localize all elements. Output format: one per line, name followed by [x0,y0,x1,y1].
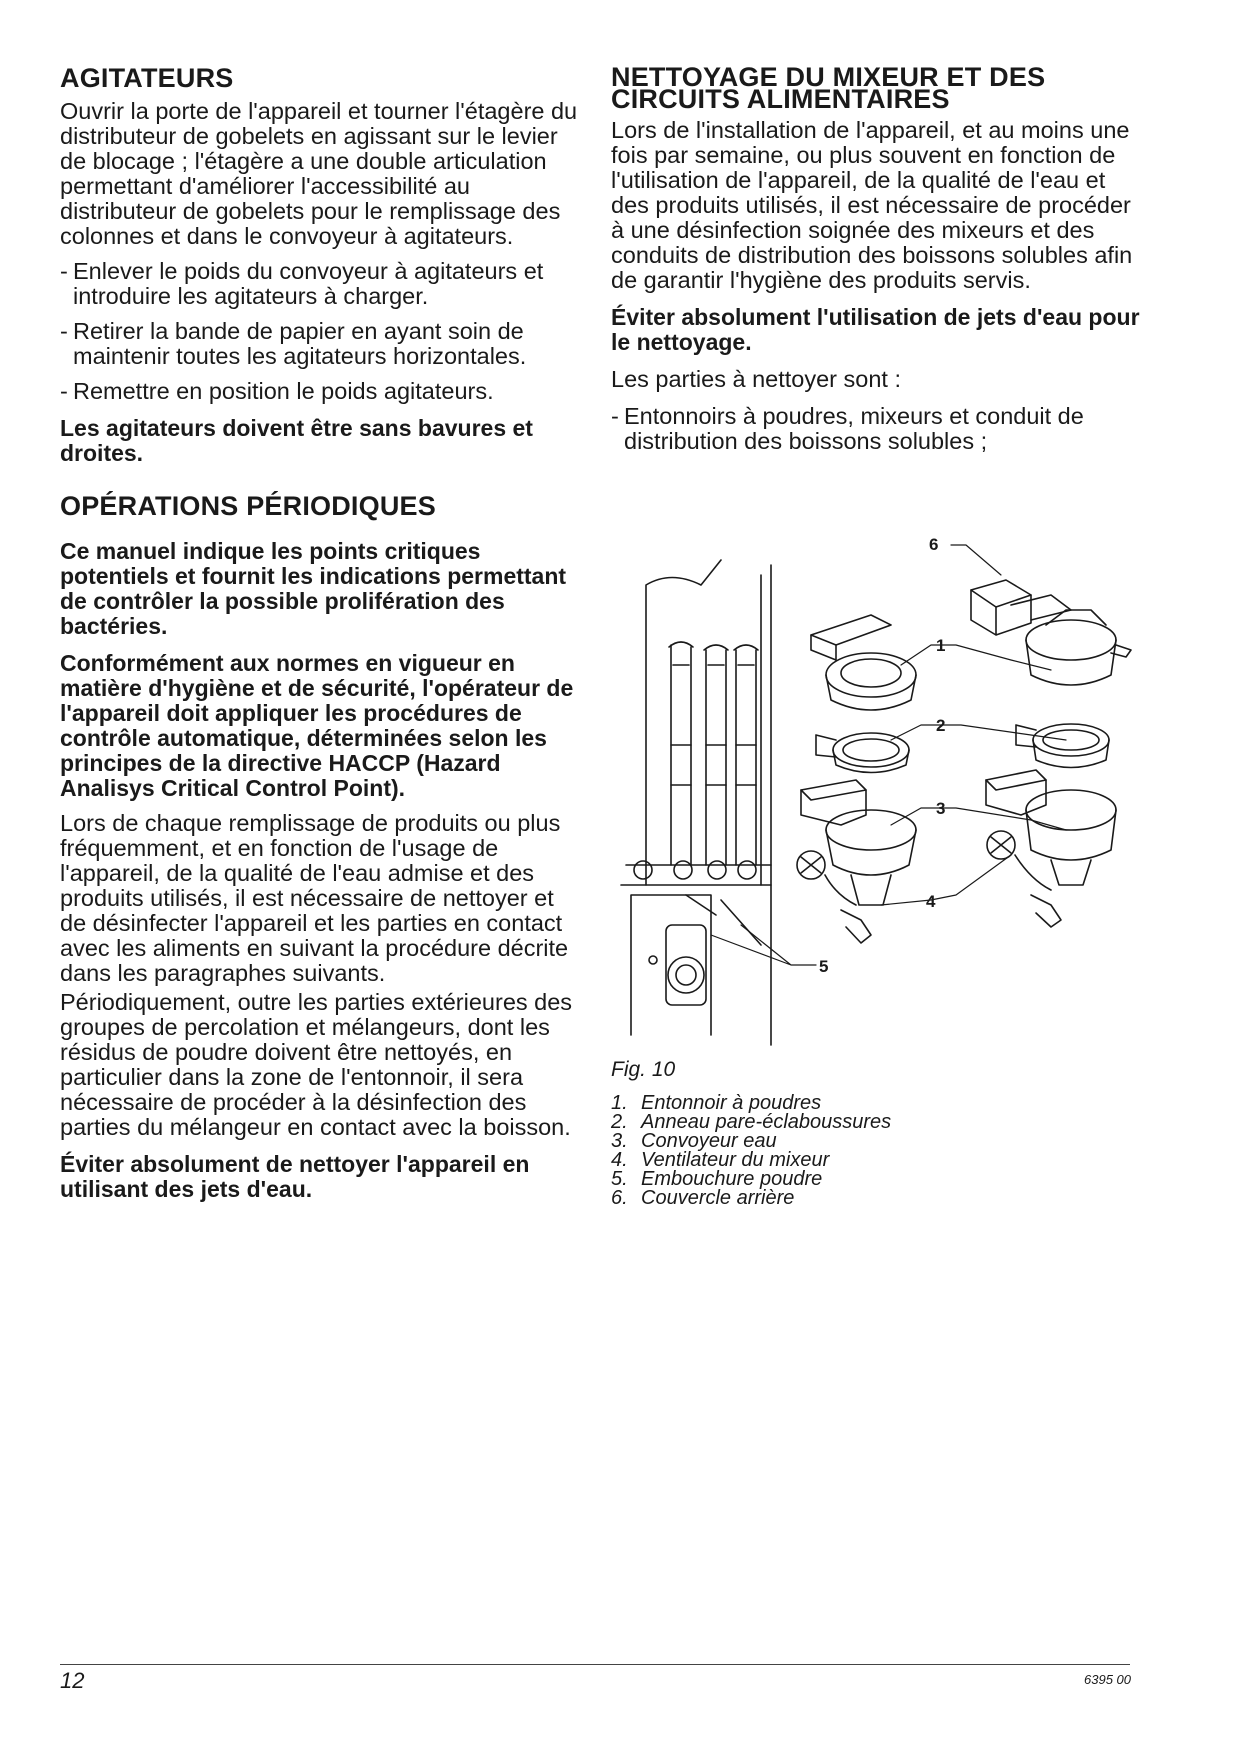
document-code: 6395 00 [1084,1672,1131,1687]
nettoyage-bold-1: Éviter absolument l'utilisation de jets d'eau pour le nettoyage. [611,304,1140,355]
callout-leaders [711,545,1066,965]
section-title-agitateurs: AGITATEURS [60,63,234,93]
operations-bold-2: Conformément aux normes en vigueur en matière d'hygiène et de sécurité, l'opérateur de l'appareil doit appliquer les procédures de contrôle automatique, déterminées selon les principes de la directive HACCP (Hazard Analisys Critical Control Point). [60,650,574,801]
list-item: - Entonnoirs à poudres, mixeurs et conduit de distribution des boissons solubles ; [611,403,1084,454]
callout-1: 1 [936,636,946,655]
list-item: - Retirer la bande de papier en ayant soin de maintenir toutes les agitateurs horizontales. [60,318,527,369]
page-number: 12 [60,1668,85,1693]
right-column [611,62,1141,454]
legend-item: 3. Convoyeur eau [611,1130,777,1152]
mixer-diagram [611,535,1131,1040]
legend-item: 1. Entonnoir à poudres [611,1092,822,1114]
legend-item: 5. Embouchure poudre [611,1168,823,1190]
nettoyage-para-2: Les parties à nettoyer sont : [611,366,901,392]
left-column [60,63,580,1202]
legend-item: 4. Ventilateur du mixeur [611,1149,830,1171]
callout-4: 4 [926,892,936,911]
callout-3: 3 [936,799,946,818]
footer-divider [60,1664,1130,1665]
nettoyage-para-1: Lors de l'installation de l'appareil, et au moins une fois par semaine, ou plus souvent en fonction de l'utilisation de l'appareil, de la qualité de l'eau et des produits utilisés, il est nécessaire de procéder à une désinfection soignée des mixeurs et des conduits de distribution des boissons solubles afin de garantir l'hygiène des produits servis. [611,117,1133,293]
operations-para-1: Lors de chaque remplissage de produits ou plus fréquemment, et en fonction de l'usage de l'appareil, de la qualité de l'eau admise et des produits utilisés, il est nécessaire de nettoyer et de désinfecter l'appareil et les parties en contact avec les aliments en suivant la procédure décrite dans les paragraphes suivants. [60,810,569,986]
machine-frame [621,560,771,1045]
right-mixer-assembly [971,580,1131,927]
callout-2: 2 [936,716,946,735]
legend-item: 6. Couvercle arrière [611,1187,795,1209]
operations-bold-1: Ce manuel indique les points critiques potentiels et fournit les indications permettant de contrôler la possible prolifération des bactéries. [60,538,567,639]
callout-6: 6 [929,535,939,554]
operations-para-2: Périodiquement, outre les parties extérieures des groupes de percolation et mélangeurs, dont les résidus de poudre doivent être nettoyés, en particulier dans la zone de l'entonnoir, il sera nécessaire de procéder à la désinfection des parties du mélangeur en contact avec la boisson. [60,989,573,1140]
figure-legend [611,1094,891,1208]
callout-5: 5 [819,957,829,976]
agitateurs-note: Les agitateurs doivent être sans bavures et droites. [60,415,533,466]
figure-caption: Fig. 10 [611,1058,676,1081]
left-mixer-assembly [797,615,916,943]
agitateurs-intro: Ouvrir la porte de l'appareil et tourner l'étagère du distributeur de gobelets en agissant sur le levier de blocage ; l'étagère a une double articulation permettant d'améliorer l'accessibilité au distributeur de gobelets pour le remplissage des colonnes et dans le convoyeur à agitateurs. [60,98,578,249]
list-item: - Enlever le poids du convoyeur à agitateurs et introduire les agitateurs à charger. [60,258,544,309]
section-title-nettoyage: NETTOYAGE DU MIXEUR ET DES CIRCUITS ALIMENTAIRES [611,62,1046,114]
legend-item: 2. Anneau pare-éclaboussures [611,1111,892,1133]
operations-bold-3: Éviter absolument de nettoyer l'appareil en utilisant des jets d'eau. [60,1151,530,1202]
list-item: - Remettre en position le poids agitateurs. [60,378,494,404]
section-title-operations: OPÉRATIONS PÉRIODIQUES [60,491,436,521]
